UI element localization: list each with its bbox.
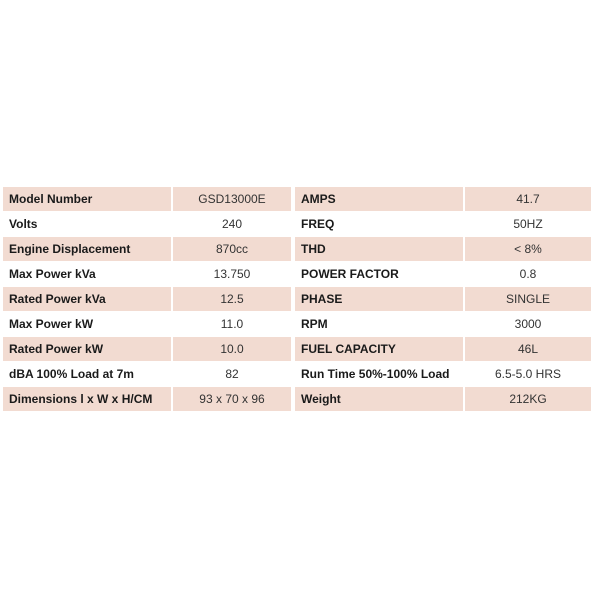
spec-value: 10.0 xyxy=(171,337,291,361)
spec-value: 13.750 xyxy=(171,262,291,286)
spec-label: THD xyxy=(295,237,463,261)
spec-row xyxy=(295,312,591,337)
spec-row xyxy=(295,387,591,412)
spec-value: SINGLE xyxy=(463,287,591,311)
spec-label: Rated Power kVa xyxy=(3,287,171,311)
spec-value: GSD13000E xyxy=(171,187,291,211)
spec-label: Run Time 50%-100% Load xyxy=(295,362,463,386)
spec-label: FUEL CAPACITY xyxy=(295,337,463,361)
spec-value: < 8% xyxy=(463,237,591,261)
spec-row xyxy=(3,312,291,337)
spec-value: 93 x 70 x 96 xyxy=(171,387,291,411)
spec-value: 0.8 xyxy=(463,262,591,286)
spec-label: dBA 100% Load at 7m xyxy=(3,362,171,386)
spec-table xyxy=(3,187,591,412)
spec-label: FREQ xyxy=(295,212,463,236)
spec-label: Engine Displacement xyxy=(3,237,171,261)
spec-row xyxy=(3,212,291,237)
spec-label: Volts xyxy=(3,212,171,236)
spec-label: Max Power kW xyxy=(3,312,171,336)
spec-row xyxy=(295,287,591,312)
spec-row xyxy=(3,287,291,312)
spec-value: 6.5-5.0 HRS xyxy=(463,362,591,386)
spec-label: POWER FACTOR xyxy=(295,262,463,286)
spec-value: 82 xyxy=(171,362,291,386)
spec-label: Rated Power kW xyxy=(3,337,171,361)
spec-table-right xyxy=(295,187,591,412)
spec-table-left xyxy=(3,187,291,412)
spec-row xyxy=(295,237,591,262)
spec-row xyxy=(3,387,291,412)
spec-row xyxy=(3,362,291,387)
spec-row xyxy=(295,212,591,237)
spec-row xyxy=(3,187,291,212)
spec-value: 12.5 xyxy=(171,287,291,311)
spec-value: 50HZ xyxy=(463,212,591,236)
spec-row xyxy=(295,262,591,287)
spec-value: 46L xyxy=(463,337,591,361)
spec-value: 11.0 xyxy=(171,312,291,336)
spec-row xyxy=(3,337,291,362)
spec-label: Model Number xyxy=(3,187,171,211)
spec-label: AMPS xyxy=(295,187,463,211)
spec-row xyxy=(295,362,591,387)
spec-row xyxy=(3,262,291,287)
spec-value: 3000 xyxy=(463,312,591,336)
spec-label: PHASE xyxy=(295,287,463,311)
spec-label: RPM xyxy=(295,312,463,336)
spec-label: Dimensions l x W x H/CM xyxy=(3,387,171,411)
spec-row xyxy=(295,337,591,362)
spec-value: 212KG xyxy=(463,387,591,411)
spec-value: 240 xyxy=(171,212,291,236)
spec-row xyxy=(3,237,291,262)
spec-label: Max Power kVa xyxy=(3,262,171,286)
spec-row xyxy=(295,187,591,212)
spec-value: 41.7 xyxy=(463,187,591,211)
spec-label: Weight xyxy=(295,387,463,411)
spec-value: 870cc xyxy=(171,237,291,261)
